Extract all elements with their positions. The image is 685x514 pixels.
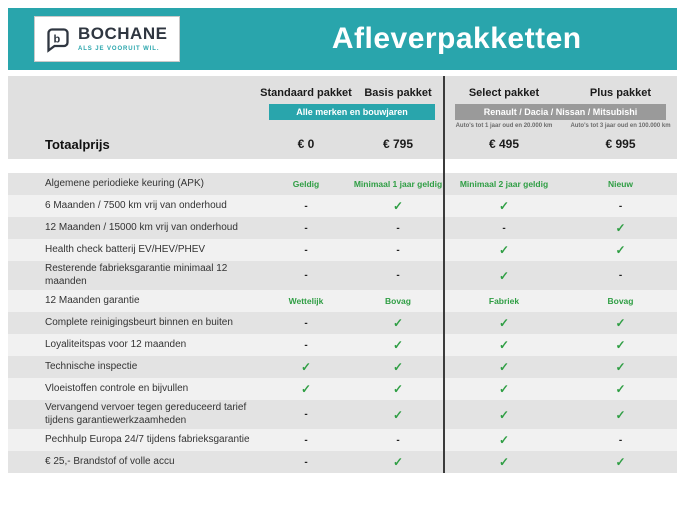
total-label: Totaalprijs xyxy=(45,136,110,152)
check-icon: ✓ xyxy=(498,455,510,469)
total-price-select: € 495 xyxy=(488,137,520,151)
check-icon: ✓ xyxy=(392,455,404,469)
logo-tagline: ALS JE VOORUIT WIL. xyxy=(78,46,160,53)
check-icon: ✓ xyxy=(615,338,626,352)
dash-value: - xyxy=(618,200,623,212)
total-price-basis: € 795 xyxy=(382,137,414,151)
feature-value: Minimaal 1 jaar geldig xyxy=(353,179,443,189)
packages-table xyxy=(8,76,677,473)
check-icon: ✓ xyxy=(615,382,626,396)
check-icon: ✓ xyxy=(300,382,312,396)
speech-bubble-icon xyxy=(43,25,71,53)
table-row xyxy=(8,334,677,356)
check-icon: ✓ xyxy=(392,316,404,330)
header-bar xyxy=(8,8,677,70)
total-price-row xyxy=(8,133,677,155)
table-row xyxy=(8,290,677,312)
header-gap xyxy=(8,159,677,173)
table-row xyxy=(8,239,677,261)
check-icon: ✓ xyxy=(615,316,626,330)
dash-value: - xyxy=(304,456,308,468)
dash-value: - xyxy=(396,222,400,234)
column-subtitle-select: Auto's tot 1 jaar oud en 20.000 km xyxy=(455,123,553,129)
feature-value: Minimaal 2 jaar geldig xyxy=(459,179,549,189)
badge-renault-group: Renault / Dacia / Nissan / Mitsubishi xyxy=(455,104,666,120)
feature-label: Complete reinigingsbeurt binnen en buiten xyxy=(45,316,233,328)
table-row xyxy=(8,312,677,334)
feature-value: Nieuw xyxy=(607,179,634,189)
dash-value: - xyxy=(304,409,308,420)
feature-label: 12 Maanden / 15000 km vrij van onderhoud xyxy=(45,221,238,233)
total-price-plus: € 995 xyxy=(605,137,636,151)
total-price-standaard: € 0 xyxy=(297,137,315,151)
check-icon: ✓ xyxy=(392,199,404,213)
column-subtitle-plus: Auto's tot 3 jaar oud en 100.000 km xyxy=(570,123,671,129)
check-icon: ✓ xyxy=(392,407,404,422)
column-header-select: Select pakket xyxy=(468,87,540,99)
subtitle-row xyxy=(8,121,677,131)
feature-label: Vloeistoffen controle en bijvullen xyxy=(45,382,189,394)
badge-wrap-all-brands xyxy=(260,104,444,120)
table-row xyxy=(8,173,677,195)
table-row xyxy=(8,451,677,473)
feature-value: Fabriek xyxy=(488,296,520,306)
check-icon: ✓ xyxy=(392,338,404,352)
table-row xyxy=(8,378,677,400)
feature-value: Geldig xyxy=(292,179,320,189)
dash-value: - xyxy=(304,244,308,256)
feature-label: Pechhulp Europa 24/7 tijdens fabrieksgarantie xyxy=(45,433,250,445)
badge-row xyxy=(8,104,677,120)
table-row xyxy=(8,195,677,217)
dash-value: - xyxy=(304,200,308,212)
feature-label: Loyaliteitspas voor 12 maanden xyxy=(45,338,187,350)
check-icon: ✓ xyxy=(498,360,510,374)
dash-value: - xyxy=(396,270,400,281)
check-icon: ✓ xyxy=(498,382,510,396)
dash-value: - xyxy=(304,317,308,329)
feature-value: Wettelijk xyxy=(288,296,324,306)
check-icon: ✓ xyxy=(498,199,510,213)
logo-text xyxy=(78,25,167,52)
check-icon: ✓ xyxy=(300,360,312,374)
table-row xyxy=(8,261,677,290)
feature-label: Vervangend vervoer tegen gereduceerd tarief tijdens garantiewerkzaamheden xyxy=(45,402,247,426)
check-icon: ✓ xyxy=(498,268,510,283)
check-icon: ✓ xyxy=(615,243,626,257)
badge-all-brands: Alle merken en bouwjaren xyxy=(269,104,435,120)
feature-value: Bovag xyxy=(607,296,634,306)
feature-rows xyxy=(8,173,677,473)
table-row xyxy=(8,356,677,378)
dash-value: - xyxy=(502,222,506,234)
check-icon: ✓ xyxy=(392,382,404,396)
group-divider xyxy=(443,76,445,473)
check-icon: ✓ xyxy=(615,455,626,469)
table-row xyxy=(8,217,677,239)
dash-value: - xyxy=(304,339,308,351)
svg-text:b: b xyxy=(53,33,61,46)
dash-value: - xyxy=(618,270,623,281)
brand-logo xyxy=(34,16,180,62)
column-header-standaard: Standaard pakket xyxy=(260,87,352,99)
logo-brand: BOCHANE xyxy=(78,24,168,44)
feature-label: Health check batterij EV/HEV/PHEV xyxy=(45,243,206,255)
column-header-plus: Plus pakket xyxy=(589,87,652,99)
badge-wrap-renault-group xyxy=(444,104,677,120)
check-icon: ✓ xyxy=(615,407,626,422)
page-title: Afleverpakketten xyxy=(331,22,582,55)
feature-label: 6 Maanden / 7500 km vrij van onderhoud xyxy=(45,199,227,211)
feature-value: Bovag xyxy=(385,296,411,306)
feature-label: Resterende fabrieksgarantie minimaal 12 maanden xyxy=(45,263,228,287)
feature-label: Algemene periodieke keuring (APK) xyxy=(45,177,204,189)
package-name-row xyxy=(8,84,677,102)
check-icon: ✓ xyxy=(498,338,510,352)
check-icon: ✓ xyxy=(498,407,510,422)
dash-value: - xyxy=(304,434,308,446)
check-icon: ✓ xyxy=(498,316,510,330)
table-row xyxy=(8,429,677,451)
check-icon: ✓ xyxy=(498,433,510,447)
dash-value: - xyxy=(396,244,400,256)
column-header-basis: Basis pakket xyxy=(364,87,432,99)
dash-value: - xyxy=(396,434,400,446)
check-icon: ✓ xyxy=(498,243,510,257)
feature-label: 12 Maanden garantie xyxy=(45,294,140,306)
feature-label: Technische inspectie xyxy=(45,360,138,372)
dash-value: - xyxy=(304,270,308,281)
check-icon: ✓ xyxy=(615,360,626,374)
check-icon: ✓ xyxy=(392,360,404,374)
dash-value: - xyxy=(618,434,623,446)
table-header xyxy=(8,76,677,159)
dash-value: - xyxy=(304,222,308,234)
feature-label: € 25,- Brandstof of volle accu xyxy=(45,455,175,467)
table-row xyxy=(8,400,677,429)
check-icon: ✓ xyxy=(615,221,626,235)
